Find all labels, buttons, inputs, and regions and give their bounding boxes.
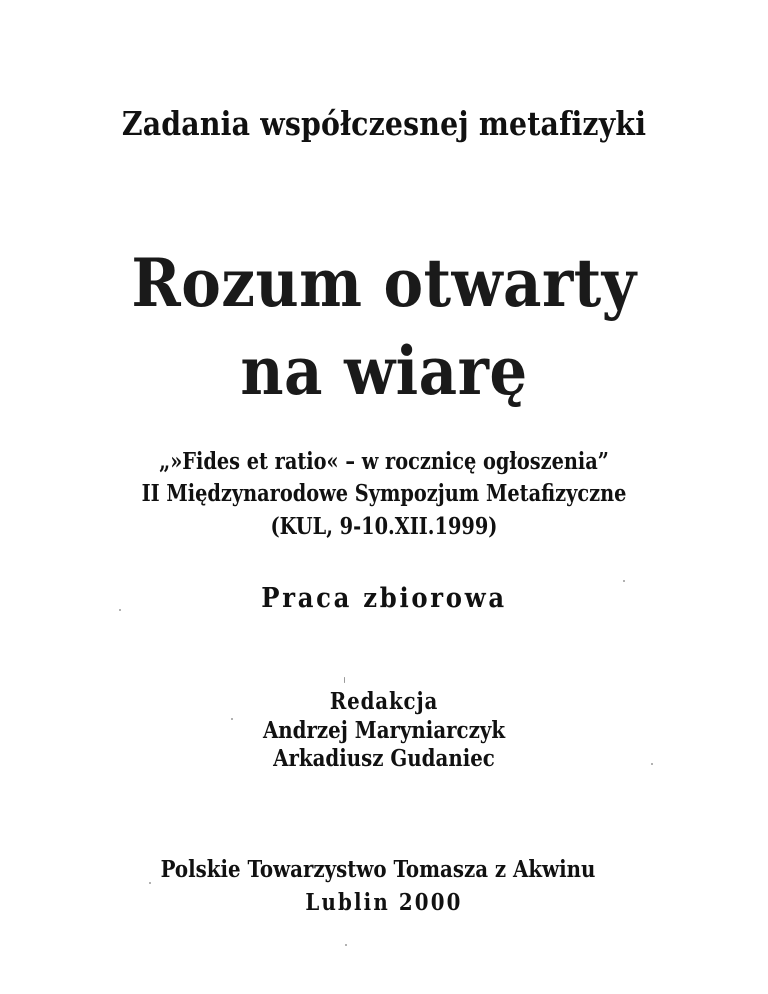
- scan-speck: [344, 677, 345, 683]
- subtitle-line-1: „»Fides et ratio« – w rocznicę ogłoszenia”: [159, 448, 609, 475]
- scan-speck: [623, 580, 625, 582]
- series-title: Zadania współczesnej metafizyki: [121, 104, 647, 143]
- subtitle-line-2: II Międzynarodowe Sympozjum Metafizyczne: [141, 480, 627, 507]
- scan-speck: [345, 944, 347, 946]
- publisher-place-year: Lublin 2000: [305, 889, 463, 916]
- scan-speck: [651, 763, 653, 765]
- main-title-line-1: Rozum otwarty: [131, 244, 637, 322]
- scan-speck: [231, 718, 233, 720]
- editor-name: Arkadiusz Gudaniec: [273, 745, 495, 772]
- publisher-name: Polskie Towarzystwo Tomasza z Akwinu: [160, 856, 596, 883]
- main-title-line-2: na wiarę: [240, 332, 528, 410]
- subtitle-line-3: (KUL, 9-10.XII.1999): [270, 513, 498, 540]
- work-type: Praca zbiorowa: [261, 583, 507, 614]
- editor-name: Andrzej Maryniarczyk: [262, 717, 506, 744]
- scan-speck: [149, 882, 151, 884]
- scan-speck: [119, 609, 121, 611]
- editors-label: Redakcja: [329, 688, 439, 715]
